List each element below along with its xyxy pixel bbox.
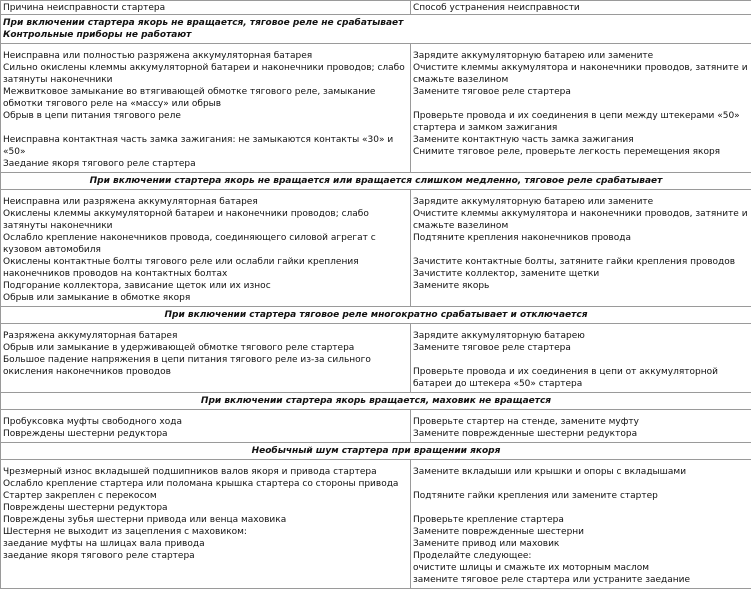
cause-item: Межвитковое замыкание во втягивающей обмотке тягового реле, замыкание обмотки тягового реле на «массу» или обрыв bbox=[3, 87, 376, 109]
cause-item: Неисправна контактная часть замка зажигания: не замыкаются контакты «30» и «50» bbox=[3, 135, 394, 157]
cause-item: Окислены клеммы аккумуляторной батареи и наконечники проводов; слабо затянуты наконечники bbox=[3, 209, 369, 231]
causes-cell bbox=[1, 324, 411, 393]
spacer bbox=[413, 98, 749, 110]
section-title bbox=[1, 15, 751, 44]
cause-item: Шестерня не выходит из зацепления с маховиком: bbox=[3, 527, 247, 537]
remedy-item: Замените поврежденные шестерни bbox=[413, 527, 585, 537]
remedy-item: Проверьте провода и их соединения в цепи от аккумуляторной батареи до штекера «50» стартера bbox=[413, 367, 718, 389]
remedy-item: Проверьте стартер на стенде, замените муфту bbox=[413, 417, 639, 427]
causes-cell bbox=[1, 410, 411, 443]
remedy-item: Проверьте крепление стартера bbox=[413, 515, 564, 525]
cause-item: Чрезмерный износ вкладышей подшипников валов якоря и привода стартера bbox=[3, 467, 377, 477]
spacer bbox=[413, 244, 749, 256]
spacer bbox=[3, 122, 408, 134]
remedy-item: Зарядите аккумуляторную батарею или замените bbox=[413, 197, 654, 207]
remedy-item: Замените тяговое реле стартера bbox=[413, 87, 571, 97]
section-body-row bbox=[1, 410, 751, 443]
remedy-item: Зачистите коллектор, замените щетки bbox=[413, 269, 600, 279]
cause-item: Повреждены шестерни редуктора bbox=[3, 503, 168, 513]
section-title: Необычный шум стартера при вращении якоря bbox=[1, 443, 751, 460]
cause-item: Пробуксовка муфты свободного хода bbox=[3, 417, 182, 427]
remedies-cell bbox=[411, 324, 751, 393]
remedy-item: Зарядите аккумуляторную батарею или замените bbox=[413, 51, 654, 61]
section-title-row bbox=[1, 173, 751, 190]
remedy-item: Замените привод или маховик bbox=[413, 539, 560, 549]
cause-item: Подгорание коллектора, зависание щеток или их износ bbox=[3, 281, 271, 291]
cause-item: Обрыв в цепи питания тягового реле bbox=[3, 111, 181, 121]
section-title: При включении стартера тяговое реле многократно срабатывает и отключается bbox=[1, 307, 751, 324]
cause-item: Повреждены зубья шестерни привода или венца маховика bbox=[3, 515, 287, 525]
section-body-row bbox=[1, 324, 751, 393]
remedy-item: замените тяговое реле стартера или устраните заедание bbox=[413, 575, 691, 585]
section-body-row bbox=[1, 44, 751, 173]
causes-cell bbox=[1, 44, 411, 173]
spacer bbox=[413, 478, 749, 490]
cause-item: Большое падение напряжения в цепи питания тягового реле из-за сильного окисления наконечников проводов bbox=[3, 355, 371, 377]
table-header-row bbox=[1, 1, 751, 15]
remedy-item: Очистите клеммы аккумулятора и наконечники проводов, затяните и смажьте вазелином bbox=[413, 209, 748, 231]
section-title-line: Контрольные приборы не работают bbox=[3, 30, 192, 40]
remedy-item: Замените контактную часть замка зажигания bbox=[413, 135, 634, 145]
remedy-item: очистите шлицы и смажьте их моторным маслом bbox=[413, 563, 650, 573]
remedy-item: Снимите тяговое реле, проверьте легкость перемещения якоря bbox=[413, 147, 721, 157]
remedy-item: Замените вкладыши или крышки и опоры с вкладышами bbox=[413, 467, 687, 477]
remedies-cell bbox=[411, 410, 751, 443]
remedies-cell bbox=[411, 460, 751, 589]
cause-item: Обрыв или замыкание в удерживающей обмотке тягового реле стартера bbox=[3, 343, 355, 353]
remedies-cell bbox=[411, 44, 751, 173]
section-title-row bbox=[1, 443, 751, 460]
causes-cell bbox=[1, 190, 411, 307]
section-title-row bbox=[1, 15, 751, 44]
remedy-item: Проделайте следующее: bbox=[413, 551, 532, 561]
cause-item: Окислены контактные болты тягового реле или ослабли гайки крепления наконечников проводов на контактных болтах bbox=[3, 257, 359, 279]
cause-item: Повреждены шестерни редуктора bbox=[3, 429, 168, 439]
spacer bbox=[413, 354, 749, 366]
spacer bbox=[413, 502, 749, 514]
remedy-item: Очистите клеммы аккумулятора и наконечники проводов, затяните и смажьте вазелином bbox=[413, 63, 748, 85]
remedy-item: Проверьте провода и их соединения в цепи между штекерами «50» стартера и замком зажигания bbox=[413, 111, 740, 133]
remedy-item: Замените поврежденные шестерни редуктора bbox=[413, 429, 638, 439]
remedy-item: Замените якорь bbox=[413, 281, 490, 291]
remedy-item: Замените тяговое реле стартера bbox=[413, 343, 571, 353]
cause-item: Неисправна или полностью разряжена аккумуляторная батарея bbox=[3, 51, 313, 61]
cause-item: заедание муфты на шлицах вала привода bbox=[3, 539, 205, 549]
cause-item: Сильно окислены клеммы аккумуляторной батареи и наконечники проводов; слабо затянуты наконечники bbox=[3, 63, 405, 85]
causes-cell bbox=[1, 460, 411, 589]
cause-item: Ослабло крепление наконечников провода, соединяющего силовой агрегат с кузовом автомобиля bbox=[3, 233, 376, 255]
section-body-row bbox=[1, 460, 751, 589]
section-title: При включении стартера якорь не вращается или вращается слишком медленно, тяговое реле срабатывает bbox=[1, 173, 751, 190]
remedy-item: Зарядите аккумуляторную батарею bbox=[413, 331, 585, 341]
cause-item: Обрыв или замыкание в обмотке якоря bbox=[3, 293, 191, 303]
cause-item: Ослабло крепление стартера или поломана крышка стартера со стороны привода bbox=[3, 479, 399, 489]
header-cause: Причина неисправности стартера bbox=[1, 1, 411, 15]
section-title-row bbox=[1, 307, 751, 324]
header-remedy: Способ устранения неисправности bbox=[411, 1, 751, 15]
cause-item: Разряжена аккумуляторная батарея bbox=[3, 331, 178, 341]
remedy-item: Подтяните гайки крепления или замените стартер bbox=[413, 491, 658, 501]
remedies-cell bbox=[411, 190, 751, 307]
section-title-row bbox=[1, 393, 751, 410]
cause-item: Заедание якоря тягового реле стартера bbox=[3, 159, 196, 169]
cause-item: Стартер закреплен с перекосом bbox=[3, 491, 157, 501]
section-body-row bbox=[1, 190, 751, 307]
remedy-item: Зачистите контактные болты, затяните гайки крепления проводов bbox=[413, 257, 736, 267]
section-title-line: При включении стартера якорь не вращается, тяговое реле не срабатывает bbox=[3, 18, 404, 28]
section-title: При включении стартера якорь вращается, маховик не вращается bbox=[1, 393, 751, 410]
remedy-item: Подтяните крепления наконечников провода bbox=[413, 233, 631, 243]
cause-item: заедание якоря тягового реле стартера bbox=[3, 551, 195, 561]
cause-item: Неисправна или разряжена аккумуляторная батарея bbox=[3, 197, 258, 207]
